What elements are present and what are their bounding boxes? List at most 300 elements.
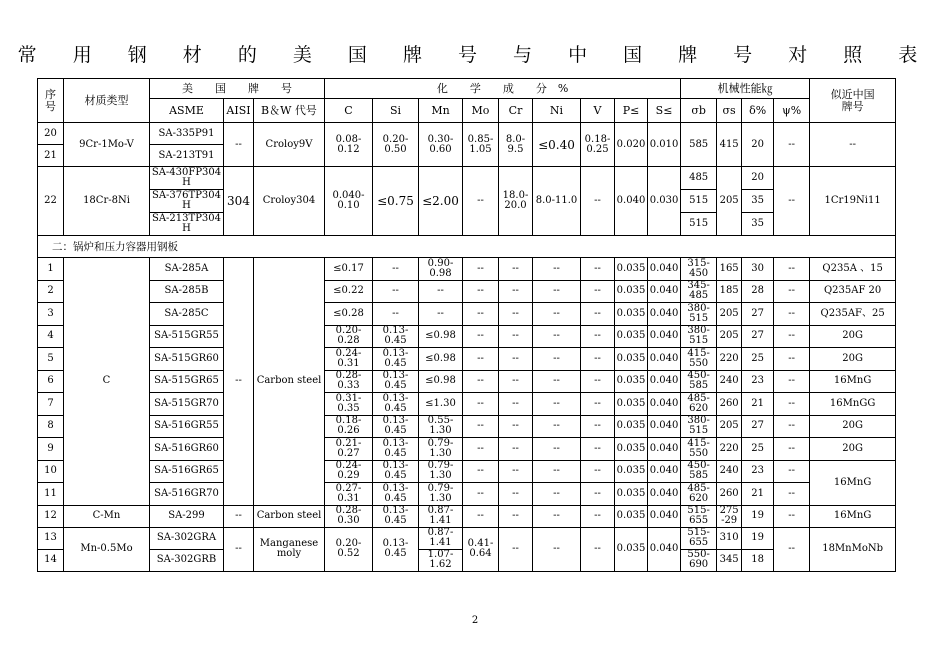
cr-value: -- [499,483,533,506]
material-type: 9Cr-1Mo-V [64,123,150,167]
c-value: 0.20- 0.52 [325,527,373,571]
mo-value: -- [463,280,499,303]
mo-value: -- [463,483,499,506]
row-number: 20 [38,123,64,145]
aisi-grade: 304 [224,167,254,236]
table-row [38,348,896,371]
ni-value: -- [533,303,581,326]
section-row [38,236,896,258]
cr-value: -- [499,527,533,571]
header-row-1 [38,79,896,99]
s-value: 0.040 [648,370,681,393]
header-si: Si [373,99,419,123]
asme-grade: SA-302GRB [150,549,224,571]
v-value: -- [581,280,615,303]
table-row [38,438,896,461]
c-value: ≤0.28 [325,303,373,326]
p-value: 0.040 [615,167,648,236]
aisi-grade: -- [224,527,254,571]
ni-value: -- [533,280,581,303]
p-value: 0.035 [615,370,648,393]
cr-value: -- [499,393,533,416]
mn-value: -- [419,303,463,326]
header-mo: Mo [463,99,499,123]
c-value: 0.24- 0.31 [325,348,373,371]
psi-value: -- [774,438,810,461]
delta-value: 18 [742,549,774,571]
asme-grade: SA-515GR70 [150,393,224,416]
mn-value: 0.90- 0.98 [419,258,463,281]
aisi-grade: -- [224,505,254,527]
mo-value: -- [463,167,499,236]
ni-value: -- [533,527,581,571]
asme-grade: SA-515GR65 [150,370,224,393]
p-value: 0.035 [615,258,648,281]
asme-grade: SA-516GR65 [150,460,224,483]
mo-value: -- [463,415,499,438]
c-value: ≤0.17 [325,258,373,281]
sigma-b-value: 315- 450 [681,258,717,281]
asme-grade: SA-515GR60 [150,348,224,371]
si-value: 0.13- 0.45 [373,527,419,571]
delta-value: 30 [742,258,774,281]
sigma-s-value: 205 [717,167,742,236]
cr-value: -- [499,325,533,348]
ni-value: -- [533,415,581,438]
cr-value: -- [499,370,533,393]
c-value: 0.040- 0.10 [325,167,373,236]
p-value: 0.035 [615,527,648,571]
sigma-b-value: 450- 585 [681,460,717,483]
chinese-grade: 1Cr19Ni11 [810,167,896,236]
p-value: 0.035 [615,348,648,371]
mn-value: 0.30- 0.60 [419,123,463,167]
row-number: 4 [38,325,64,348]
s-value: 0.040 [648,348,681,371]
ni-value: 8.0-11.0 [533,167,581,236]
delta-value: 23 [742,370,774,393]
mo-value: -- [463,370,499,393]
p-value: 0.035 [615,325,648,348]
sigma-b-value: 380- 515 [681,325,717,348]
row-number: 7 [38,393,64,416]
psi-value: -- [774,280,810,303]
chinese-grade: 16MnG [810,370,896,393]
mn-value: 0.55- 1.30 [419,415,463,438]
v-value: -- [581,303,615,326]
s-value: 0.040 [648,415,681,438]
mn-value: -- [419,280,463,303]
mn-value: ≤0.98 [419,325,463,348]
aisi-grade: -- [224,123,254,167]
bw-code: Croloy304 [254,167,325,236]
sigma-s-value: 205 [717,415,742,438]
bw-code: Carbon steel [254,505,325,527]
table-row [38,460,896,483]
row-number: 21 [38,145,64,167]
p-value: 0.020 [615,123,648,167]
row-number: 8 [38,415,64,438]
sigma-b-value: 415- 550 [681,438,717,461]
cr-value: -- [499,438,533,461]
table-row [38,483,896,506]
chinese-grade: 20G [810,325,896,348]
cr-value: 8.0- 9.5 [499,123,533,167]
c-value: 0.24- 0.29 [325,460,373,483]
material-type: 18Cr-8Ni [64,167,150,236]
chinese-grade: 16MnG [810,460,896,505]
page-number: 2 [471,615,479,626]
delta-value: 35 [742,213,774,236]
s-value: 0.030 [648,167,681,236]
mo-value: -- [463,303,499,326]
row-number: 14 [38,549,64,571]
sigma-s-value: 260 [717,483,742,506]
table-row [38,123,896,145]
section-title: 二：锅炉和压力容器用钢板 [38,236,896,258]
table-row [38,505,896,527]
v-value: -- [581,370,615,393]
p-value: 0.035 [615,303,648,326]
cr-value: -- [499,280,533,303]
sigma-s-value: 240 [717,370,742,393]
s-value: 0.040 [648,483,681,506]
delta-value: 20 [742,123,774,167]
mn-value: ≤1.30 [419,393,463,416]
header-p: P≤ [615,99,648,123]
delta-value: 21 [742,483,774,506]
delta-value: 19 [742,505,774,527]
header-bw: B＆W 代号 [254,99,325,123]
asme-grade: SA-335P91 [150,123,224,145]
c-value: 0.20- 0.28 [325,325,373,348]
header-v: V [581,99,615,123]
sigma-b-value: 485- 620 [681,483,717,506]
mo-value: -- [463,438,499,461]
mo-value: 0.41- 0.64 [463,527,499,571]
si-value: 0.13- 0.45 [373,393,419,416]
psi-value: -- [774,303,810,326]
p-value: 0.035 [615,505,648,527]
mn-value: 1.07- 1.62 [419,549,463,571]
sigma-b-value: 415- 550 [681,348,717,371]
cr-value: -- [499,258,533,281]
chinese-grade: 16MnG [810,505,896,527]
s-value: 0.040 [648,393,681,416]
row-number: 10 [38,460,64,483]
bw-code: Manganese moly [254,527,325,571]
sigma-s-value: 205 [717,303,742,326]
psi-value: -- [774,527,810,571]
delta-value: 21 [742,393,774,416]
row-number: 9 [38,438,64,461]
v-value: -- [581,505,615,527]
material-type: C-Mn [64,505,150,527]
sigma-b-value: 345- 485 [681,280,717,303]
cr-value: -- [499,348,533,371]
si-value: 0.13- 0.45 [373,325,419,348]
header-chinese-grade: 似近中国 牌号 [810,79,896,123]
mn-value: ≤0.98 [419,370,463,393]
psi-value: -- [774,325,810,348]
aisi-grade: -- [224,258,254,506]
sigma-b-value: 515 [681,213,717,236]
header-c: C [325,99,373,123]
mo-value: -- [463,348,499,371]
mn-value: 0.79- 1.30 [419,460,463,483]
cr-value: -- [499,460,533,483]
cr-value: -- [499,505,533,527]
delta-value: 28 [742,280,774,303]
material-type: Mn-0.5Mo [64,527,150,571]
si-value: ≤0.75 [373,167,419,236]
sigma-b-value: 380- 515 [681,415,717,438]
c-value: 0.18- 0.26 [325,415,373,438]
p-value: 0.035 [615,415,648,438]
delta-value: 27 [742,303,774,326]
table-row [38,370,896,393]
row-number: 6 [38,370,64,393]
mn-value: 0.79- 1.30 [419,483,463,506]
cr-value: -- [499,415,533,438]
si-value: 0.20- 0.50 [373,123,419,167]
header-delta: δ% [742,99,774,123]
si-value: 0.13- 0.45 [373,415,419,438]
sigma-s-value: 240 [717,460,742,483]
si-value: 0.13- 0.45 [373,348,419,371]
asme-grade: SA-285C [150,303,224,326]
table-row [38,258,896,281]
s-value: 0.040 [648,527,681,571]
header-mechanical-properties: 机械性能㎏ [681,79,810,99]
si-value: 0.13- 0.45 [373,460,419,483]
asme-grade: SA-213TP304 H [150,213,224,236]
asme-grade: SA-515GR55 [150,325,224,348]
psi-value: -- [774,393,810,416]
c-value: ≤0.22 [325,280,373,303]
header-row-2 [38,99,896,123]
bw-code: Croloy9V [254,123,325,167]
c-value: 0.08- 0.12 [325,123,373,167]
header-material-type: 材质类型 [64,79,150,123]
s-value: 0.040 [648,325,681,348]
chinese-grade: 20G [810,415,896,438]
s-value: 0.040 [648,505,681,527]
c-value: 0.28- 0.33 [325,370,373,393]
ni-value: -- [533,258,581,281]
table-row [38,303,896,326]
row-number: 13 [38,527,64,549]
p-value: 0.035 [615,393,648,416]
sigma-b-value: 515 [681,190,717,213]
ni-value: -- [533,393,581,416]
header-seq: 序 号 [38,79,64,123]
ni-value: -- [533,370,581,393]
psi-value: -- [774,258,810,281]
c-value: 0.28- 0.30 [325,505,373,527]
sigma-b-value: 585 [681,123,717,167]
sigma-b-value: 550- 690 [681,549,717,571]
v-value: -- [581,460,615,483]
psi-value: -- [774,415,810,438]
mo-value: -- [463,393,499,416]
p-value: 0.035 [615,483,648,506]
row-number: 22 [38,167,64,236]
v-value: -- [581,348,615,371]
s-value: 0.040 [648,258,681,281]
si-value: 0.13- 0.45 [373,370,419,393]
sigma-s-value: 220 [717,348,742,371]
v-value: -- [581,483,615,506]
v-value: -- [581,167,615,236]
material-type: C [64,258,150,506]
sigma-s-value: 275 -29 [717,505,742,527]
sigma-b-value: 515- 655 [681,505,717,527]
header-aisi: AISI [224,99,254,123]
row-number: 2 [38,280,64,303]
asme-grade: SA-430FP304 H [150,167,224,190]
mn-value: 0.87- 1.41 [419,505,463,527]
sigma-b-value: 485- 620 [681,393,717,416]
v-value: -- [581,527,615,571]
asme-grade: SA-213T91 [150,145,224,167]
chinese-grade: 20G [810,438,896,461]
mn-value: 0.79- 1.30 [419,438,463,461]
asme-grade: SA-302GRA [150,527,224,549]
table-row [38,325,896,348]
s-value: 0.040 [648,303,681,326]
table-row [38,415,896,438]
chinese-grade: Q235A 、15 [810,258,896,281]
asme-grade: SA-285A [150,258,224,281]
chinese-grade: -- [810,123,896,167]
asme-grade: SA-299 [150,505,224,527]
si-value: 0.13- 0.45 [373,483,419,506]
ni-value: -- [533,348,581,371]
psi-value: -- [774,123,810,167]
ni-value: -- [533,438,581,461]
v-value: -- [581,325,615,348]
sigma-s-value: 310 [717,527,742,549]
cr-value: -- [499,303,533,326]
delta-value: 25 [742,348,774,371]
s-value: 0.040 [648,460,681,483]
row-number: 3 [38,303,64,326]
p-value: 0.035 [615,438,648,461]
si-value: -- [373,303,419,326]
c-value: 0.27- 0.31 [325,483,373,506]
header-asme: ASME [150,99,224,123]
v-value: -- [581,258,615,281]
table-row [38,167,896,190]
sigma-s-value: 205 [717,325,742,348]
p-value: 0.035 [615,280,648,303]
sigma-b-value: 485 [681,167,717,190]
ni-value: -- [533,483,581,506]
v-value: -- [581,438,615,461]
psi-value: -- [774,483,810,506]
asme-grade: SA-516GR55 [150,415,224,438]
c-value: 0.31- 0.35 [325,393,373,416]
si-value: 0.13- 0.45 [373,438,419,461]
delta-value: 23 [742,460,774,483]
si-value: -- [373,280,419,303]
s-value: 0.040 [648,280,681,303]
mn-value: ≤0.98 [419,348,463,371]
delta-value: 25 [742,438,774,461]
s-value: 0.010 [648,123,681,167]
delta-value: 20 [742,167,774,190]
header-chemical-composition: 化 学 成 分 % [325,79,681,99]
mo-value: -- [463,325,499,348]
s-value: 0.040 [648,438,681,461]
chinese-grade: Q235AF、25 [810,303,896,326]
p-value: 0.035 [615,460,648,483]
bw-code: Carbon steel [254,258,325,506]
asme-grade: SA-376TP304 H [150,190,224,213]
sigma-b-value: 380- 515 [681,303,717,326]
sigma-s-value: 345 [717,549,742,571]
sigma-s-value: 220 [717,438,742,461]
v-value: 0.18- 0.25 [581,123,615,167]
chinese-grade: 18MnMoNb [810,527,896,571]
header-sigma-b: σb [681,99,717,123]
sigma-s-value: 165 [717,258,742,281]
mo-value: 0.85- 1.05 [463,123,499,167]
table-row [38,393,896,416]
mo-value: -- [463,460,499,483]
ni-value: -- [533,325,581,348]
header-s: S≤ [648,99,681,123]
ni-value: -- [533,460,581,483]
chinese-grade: 20G [810,348,896,371]
header-cr: Cr [499,99,533,123]
psi-value: -- [774,370,810,393]
delta-value: 27 [742,415,774,438]
table-row [38,527,896,549]
chinese-grade: Q235AF 20 [810,280,896,303]
header-mn: Mn [419,99,463,123]
row-number: 11 [38,483,64,506]
si-value: 0.13- 0.45 [373,505,419,527]
row-number: 12 [38,505,64,527]
psi-value: -- [774,167,810,236]
asme-grade: SA-285B [150,280,224,303]
v-value: -- [581,415,615,438]
sigma-b-value: 515- 655 [681,527,717,549]
mn-value: 0.87- 1.41 [419,527,463,549]
delta-value: 27 [742,325,774,348]
row-number: 1 [38,258,64,281]
cr-value: 18.0- 20.0 [499,167,533,236]
ni-value: ≤0.40 [533,123,581,167]
chinese-grade: 16MnGG [810,393,896,416]
sigma-s-value: 415 [717,123,742,167]
sigma-s-value: 260 [717,393,742,416]
table-row [38,280,896,303]
row-number: 5 [38,348,64,371]
delta-value: 19 [742,527,774,549]
psi-value: -- [774,505,810,527]
header-us-grade: 美 国 牌 号 [150,79,325,99]
mo-value: -- [463,505,499,527]
page-title: 常 用 钢 材 的 美 国 牌 号 与 中 国 牌 号 对 照 表 [17,44,933,66]
header-ni: Ni [533,99,581,123]
v-value: -- [581,393,615,416]
ni-value: -- [533,505,581,527]
sigma-s-value: 185 [717,280,742,303]
asme-grade: SA-516GR60 [150,438,224,461]
